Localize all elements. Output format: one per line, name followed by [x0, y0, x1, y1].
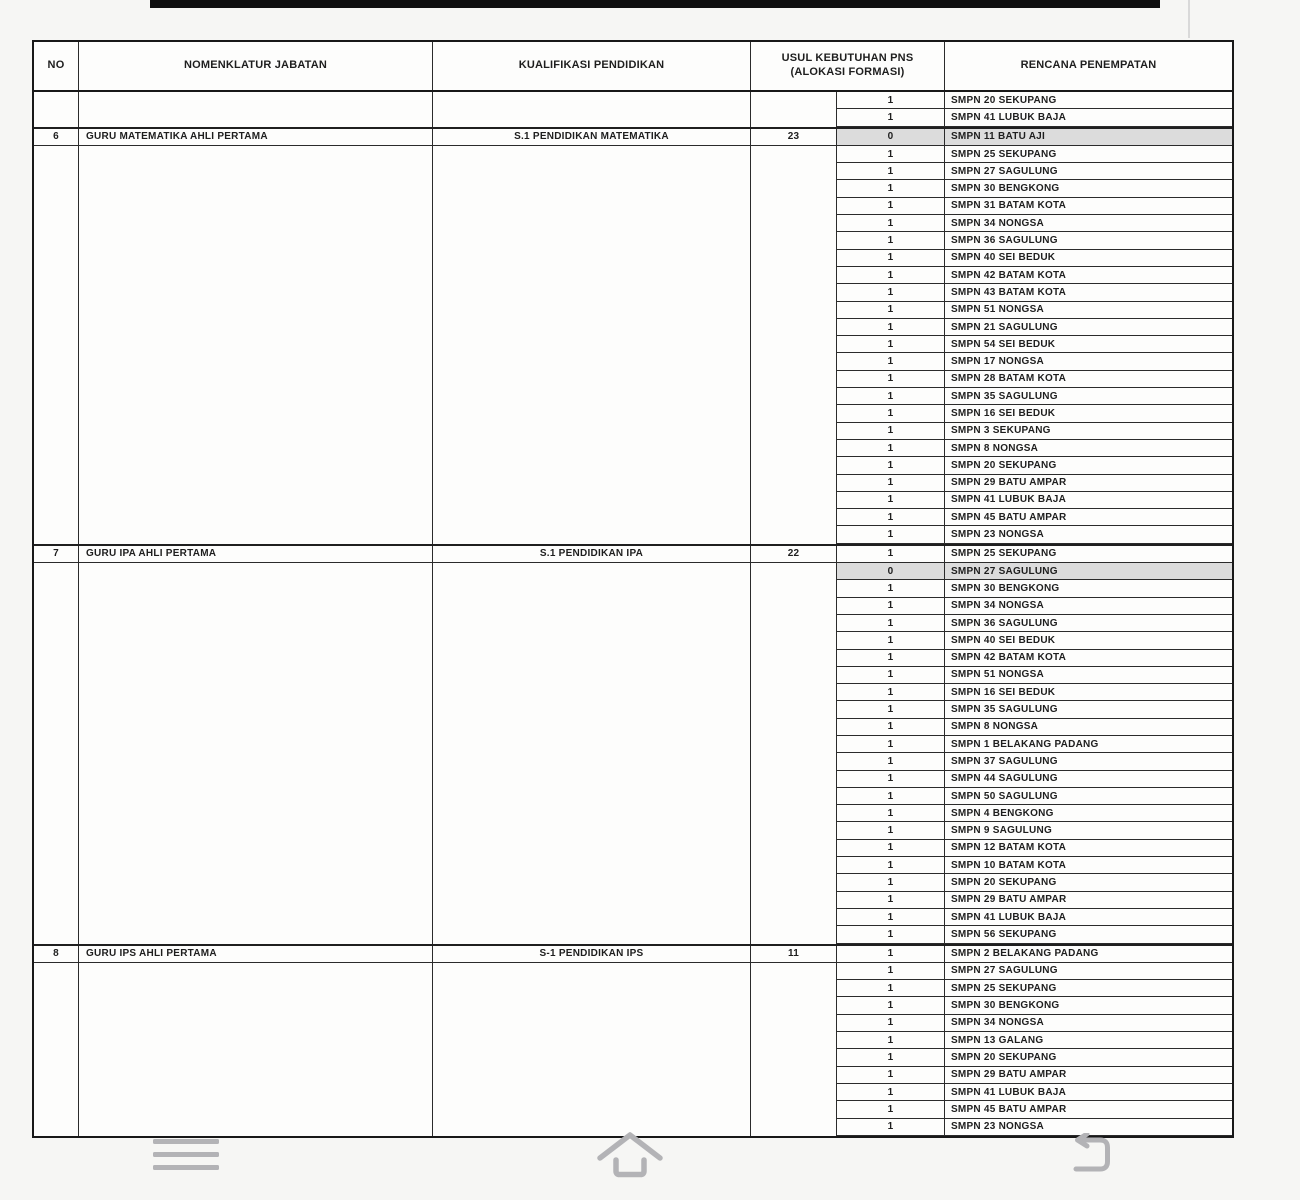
school-cell: SMPN 51 NONGSA — [945, 667, 1232, 684]
header-nomenklatur: NOMENKLATUR JABATAN — [79, 42, 433, 90]
no-cell-text: 6 — [34, 129, 78, 146]
school-cell: SMPN 40 SEI BEDUK — [945, 250, 1232, 267]
count-cell: 1 — [837, 1101, 945, 1118]
count-cell: 1 — [837, 284, 945, 301]
school-cell: SMPN 21 SAGULUNG — [945, 319, 1232, 336]
kualifikasi-cell — [433, 546, 751, 944]
school-cell: SMPN 34 NONGSA — [945, 598, 1232, 615]
school-cell: SMPN 12 BATAM KOTA — [945, 840, 1232, 857]
school-cell: SMPN 17 NONGSA — [945, 353, 1232, 370]
count-cell: 1 — [837, 215, 945, 232]
school-cell: SMPN 34 NONGSA — [945, 1015, 1232, 1032]
school-cell: SMPN 11 BATU AJI — [945, 129, 1232, 146]
count-cell: 1 — [837, 963, 945, 980]
school-cell: SMPN 44 SAGULUNG — [945, 771, 1232, 788]
no-cell — [34, 946, 79, 1136]
count-cell: 1 — [837, 874, 945, 891]
school-cell: SMPN 30 BENGKONG — [945, 180, 1232, 197]
count-cell: 1 — [837, 1119, 945, 1136]
school-cell: SMPN 20 SEKUPANG — [945, 874, 1232, 891]
count-cell: 1 — [837, 822, 945, 839]
jabatan-cell — [79, 946, 433, 1136]
school-cell: SMPN 25 SEKUPANG — [945, 546, 1232, 563]
count-cell: 1 — [837, 909, 945, 926]
count-cell: 0 — [837, 129, 945, 146]
no-cell-text — [34, 92, 78, 109]
school-cell: SMPN 29 BATU AMPAR — [945, 892, 1232, 909]
school-cell: SMPN 43 BATAM KOTA — [945, 284, 1232, 301]
jabatan-cell — [79, 92, 433, 127]
kualifikasi-cell-text: S.1 PENDIDIKAN MATEMATIKA — [433, 129, 750, 146]
count-cell: 1 — [837, 163, 945, 180]
top-black-bar — [150, 0, 1160, 8]
count-cell: 1 — [837, 319, 945, 336]
school-cell: SMPN 8 NONGSA — [945, 440, 1232, 457]
job-group-partial — [34, 92, 1232, 127]
school-cell: SMPN 20 SEKUPANG — [945, 457, 1232, 474]
school-cell: SMPN 41 LUBUK BAJA — [945, 492, 1232, 509]
school-cell: SMPN 25 SEKUPANG — [945, 146, 1232, 163]
alokasi-cell — [751, 546, 837, 944]
alokasi-cell-text: 11 — [751, 946, 836, 963]
header-rencana-penempatan: RENCANA PENEMPATAN — [1020, 59, 1157, 72]
header-no: NO — [34, 42, 79, 90]
kualifikasi-cell-text — [433, 92, 750, 109]
kualifikasi-cell — [433, 946, 751, 1136]
jabatan-cell — [79, 546, 433, 944]
count-cell: 1 — [837, 267, 945, 284]
home-icon — [597, 1131, 663, 1179]
count-cell: 1 — [837, 997, 945, 1014]
count-cell: 1 — [837, 457, 945, 474]
alokasi-cell-text — [751, 92, 836, 109]
no-cell — [34, 129, 79, 544]
school-cell: SMPN 23 NONGSA — [945, 1119, 1232, 1136]
school-cell: SMPN 35 SAGULUNG — [945, 701, 1232, 718]
school-cell: SMPN 4 BENGKONG — [945, 805, 1232, 822]
school-cell: SMPN 16 SEI BEDUK — [945, 405, 1232, 422]
school-cell: SMPN 28 BATAM KOTA — [945, 371, 1232, 388]
school-cell: SMPN 20 SEKUPANG — [945, 92, 1232, 109]
kualifikasi-cell-text: S.1 PENDIDIKAN IPA — [433, 546, 750, 563]
count-cell: 1 — [837, 598, 945, 615]
menu-button[interactable] — [152, 1137, 220, 1175]
job-group-7 — [34, 544, 1232, 944]
school-cell: SMPN 16 SEI BEDUK — [945, 684, 1232, 701]
count-cell: 1 — [837, 198, 945, 215]
count-cell: 1 — [837, 405, 945, 422]
count-cell: 1 — [837, 650, 945, 667]
count-cell: 1 — [837, 615, 945, 632]
count-cell: 1 — [837, 146, 945, 163]
school-cell: SMPN 10 BATAM KOTA — [945, 857, 1232, 874]
school-cell: SMPN 35 SAGULUNG — [945, 388, 1232, 405]
school-cell: SMPN 30 BENGKONG — [945, 997, 1232, 1014]
header-kualifikasi: KUALIFIKASI PENDIDIKAN — [433, 42, 751, 90]
no-cell-text: 7 — [34, 546, 78, 563]
school-cell: SMPN 3 SEKUPANG — [945, 423, 1232, 440]
no-cell — [34, 546, 79, 944]
count-cell: 1 — [837, 336, 945, 353]
placement-table — [32, 40, 1234, 1138]
count-cell: 1 — [837, 180, 945, 197]
count-cell: 1 — [837, 684, 945, 701]
school-cell: SMPN 54 SEI BEDUK — [945, 336, 1232, 353]
school-cell: SMPN 27 SAGULUNG — [945, 963, 1232, 980]
menu-icon — [152, 1137, 220, 1175]
school-cell: SMPN 31 BATAM KOTA — [945, 198, 1232, 215]
school-cell: SMPN 40 SEI BEDUK — [945, 632, 1232, 649]
table-header-row — [34, 42, 1232, 92]
scan-artifact-line — [1188, 0, 1190, 38]
alokasi-cell — [751, 946, 837, 1136]
school-cell: SMPN 23 NONGSA — [945, 526, 1232, 543]
school-cell: SMPN 45 BATU AMPAR — [945, 1101, 1232, 1118]
count-cell: 1 — [837, 632, 945, 649]
count-cell: 1 — [837, 353, 945, 370]
school-cell: SMPN 2 BELAKANG PADANG — [945, 946, 1232, 963]
count-cell: 1 — [837, 1015, 945, 1032]
jabatan-cell — [79, 129, 433, 544]
count-cell: 1 — [837, 492, 945, 509]
count-cell: 1 — [837, 1049, 945, 1066]
school-cell: SMPN 8 NONGSA — [945, 719, 1232, 736]
school-cell: SMPN 50 SAGULUNG — [945, 788, 1232, 805]
count-cell: 1 — [837, 388, 945, 405]
jabatan-cell-text: GURU IPS AHLI PERTAMA — [79, 946, 432, 963]
job-group-6 — [34, 127, 1232, 544]
school-cell: SMPN 41 LUBUK BAJA — [945, 909, 1232, 926]
count-cell: 1 — [837, 857, 945, 874]
school-cell: SMPN 27 SAGULUNG — [945, 563, 1232, 580]
no-cell — [34, 92, 79, 127]
count-cell: 1 — [837, 250, 945, 267]
count-cell: 1 — [837, 1084, 945, 1101]
count-cell: 1 — [837, 580, 945, 597]
count-cell: 1 — [837, 701, 945, 718]
jabatan-cell-text: GURU IPA AHLI PERTAMA — [79, 546, 432, 563]
school-cell: SMPN 34 NONGSA — [945, 215, 1232, 232]
alokasi-cell — [751, 92, 837, 127]
count-cell: 1 — [837, 840, 945, 857]
count-cell: 0 — [837, 563, 945, 580]
school-cell: SMPN 42 BATAM KOTA — [945, 650, 1232, 667]
jabatan-cell-text: GURU MATEMATIKA AHLI PERTAMA — [79, 129, 432, 146]
count-cell: 1 — [837, 109, 945, 126]
school-cell: SMPN 30 BENGKONG — [945, 580, 1232, 597]
count-cell: 1 — [837, 526, 945, 543]
count-cell: 1 — [837, 805, 945, 822]
school-cell: SMPN 36 SAGULUNG — [945, 615, 1232, 632]
alokasi-cell — [751, 129, 837, 544]
count-cell: 1 — [837, 788, 945, 805]
kualifikasi-cell — [433, 92, 751, 127]
school-cell: SMPN 13 GALANG — [945, 1032, 1232, 1049]
school-cell: SMPN 1 BELAKANG PADANG — [945, 736, 1232, 753]
count-cell: 1 — [837, 1032, 945, 1049]
alokasi-cell-text: 22 — [751, 546, 836, 563]
count-cell: 1 — [837, 232, 945, 249]
school-cell: SMPN 56 SEKUPANG — [945, 926, 1232, 943]
home-button[interactable] — [597, 1131, 663, 1179]
count-cell: 1 — [837, 302, 945, 319]
back-icon — [1064, 1133, 1112, 1173]
job-group-8 — [34, 944, 1232, 1136]
school-cell: SMPN 37 SAGULUNG — [945, 753, 1232, 770]
count-cell: 1 — [837, 946, 945, 963]
count-cell: 1 — [837, 926, 945, 943]
school-cell: SMPN 25 SEKUPANG — [945, 980, 1232, 997]
no-cell-text: 8 — [34, 946, 78, 963]
school-cell: SMPN 27 SAGULUNG — [945, 163, 1232, 180]
kualifikasi-cell — [433, 129, 751, 544]
table-body — [34, 92, 1232, 1136]
count-cell: 1 — [837, 736, 945, 753]
school-cell: SMPN 51 NONGSA — [945, 302, 1232, 319]
school-cell: SMPN 45 BATU AMPAR — [945, 509, 1232, 526]
count-cell: 1 — [837, 753, 945, 770]
count-cell: 1 — [837, 667, 945, 684]
school-cell: SMPN 41 LUBUK BAJA — [945, 109, 1232, 126]
alokasi-cell-text: 23 — [751, 129, 836, 146]
school-cell: SMPN 41 LUBUK BAJA — [945, 1084, 1232, 1101]
count-cell: 1 — [837, 719, 945, 736]
header-usul-kebutuhan: USUL KEBUTUHAN PNS (ALOKASI FORMASI) — [751, 42, 945, 90]
kualifikasi-cell-text: S-1 PENDIDIKAN IPS — [433, 946, 750, 963]
count-cell: 1 — [837, 475, 945, 492]
school-cell: SMPN 29 BATU AMPAR — [945, 475, 1232, 492]
count-cell: 1 — [837, 771, 945, 788]
count-cell: 1 — [837, 1067, 945, 1084]
count-cell: 1 — [837, 92, 945, 109]
count-cell: 1 — [837, 371, 945, 388]
school-cell: SMPN 20 SEKUPANG — [945, 1049, 1232, 1066]
school-cell: SMPN 29 BATU AMPAR — [945, 1067, 1232, 1084]
back-button[interactable] — [1064, 1133, 1112, 1173]
jabatan-cell-text — [79, 92, 432, 109]
count-cell: 1 — [837, 980, 945, 997]
count-cell: 1 — [837, 892, 945, 909]
school-cell: SMPN 9 SAGULUNG — [945, 822, 1232, 839]
count-cell: 1 — [837, 546, 945, 563]
school-cell: SMPN 36 SAGULUNG — [945, 232, 1232, 249]
count-cell: 1 — [837, 509, 945, 526]
count-cell: 1 — [837, 440, 945, 457]
school-cell: SMPN 42 BATAM KOTA — [945, 267, 1232, 284]
count-cell: 1 — [837, 423, 945, 440]
